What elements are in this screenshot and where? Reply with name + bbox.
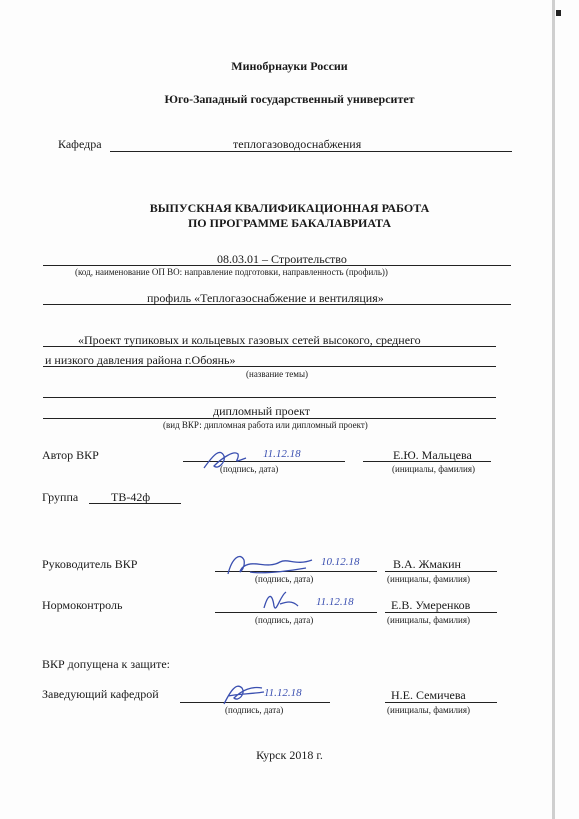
author-name: Е.Ю. Мальцева bbox=[393, 448, 472, 462]
group-value: ТВ-42ф bbox=[111, 490, 151, 504]
department-underline bbox=[110, 151, 512, 152]
normcontrol-sign-caption: (подпись, дата) bbox=[255, 615, 314, 625]
scan-corner-mark bbox=[556, 10, 561, 16]
program-profile: профиль «Теплогазоснабжение и вентиляция» bbox=[147, 291, 384, 305]
department-value: теплогазоводоснабжения bbox=[233, 137, 362, 151]
head-name-caption: (инициалы, фамилия) bbox=[387, 705, 470, 715]
work-type-underline bbox=[43, 418, 496, 419]
author-label: Автор ВКР bbox=[42, 448, 99, 462]
group-label: Группа bbox=[42, 490, 79, 504]
department-label: Кафедра bbox=[58, 137, 102, 151]
normcontrol-name-line bbox=[385, 612, 497, 613]
supervisor-name: В.А. Жмакин bbox=[393, 557, 461, 571]
author-name-caption: (инициалы, фамилия) bbox=[392, 464, 475, 474]
author-sign-date: 11.12.18 bbox=[263, 448, 301, 460]
head-sign-date: 11.12.18 bbox=[264, 687, 302, 699]
supervisor-name-caption: (инициалы, фамилия) bbox=[387, 574, 470, 584]
normcontrol-sign-date: 11.12.18 bbox=[316, 596, 354, 608]
supervisor-sign-caption: (подпись, дата) bbox=[255, 574, 314, 584]
topic-line2: и низкого давления района г.Обоянь» bbox=[45, 353, 236, 367]
program-code: 08.03.01 – Строительство bbox=[217, 252, 347, 266]
scan-edge-shadow bbox=[552, 0, 555, 819]
head-name-line bbox=[385, 702, 497, 703]
normcontrol-label: Нормоконтроль bbox=[42, 598, 123, 612]
work-type-value: дипломный проект bbox=[213, 404, 311, 418]
ministry-name: Минобрнауки России bbox=[231, 59, 348, 73]
work-type-caption: (вид ВКР: дипломная работа или дипломный проект) bbox=[163, 420, 368, 430]
supervisor-name-line bbox=[385, 571, 497, 572]
document-title-line1: ВЫПУСКНАЯ КВАЛИФИКАЦИОННАЯ РАБОТА bbox=[149, 201, 430, 215]
head-sign-caption: (подпись, дата) bbox=[225, 705, 284, 715]
program-caption: (код, наименование ОП ВО: направление подготовки, направленность (профиль)) bbox=[75, 267, 388, 277]
topic-line1: «Проект тупиковых и кольцевых газовых сетей высокого, среднего bbox=[78, 333, 421, 347]
normcontrol-name: Е.В. Умеренков bbox=[391, 598, 471, 612]
document-title-line2: ПО ПРОГРАММЕ БАКАЛАВРИАТА bbox=[187, 216, 392, 230]
head-label: Заведующий кафедрой bbox=[42, 687, 159, 701]
author-sign-caption: (подпись, дата) bbox=[220, 464, 279, 474]
university-name: Юго-Западный государственный университет bbox=[164, 92, 415, 106]
admission-label: ВКР допущена к защите: bbox=[42, 657, 170, 671]
supervisor-sign-date: 10.12.18 bbox=[321, 556, 360, 568]
topic-caption: (название темы) bbox=[246, 369, 309, 379]
blank-underline bbox=[43, 397, 496, 398]
head-name: Н.Е. Семичева bbox=[391, 688, 466, 702]
supervisor-label: Руководитель ВКР bbox=[42, 557, 138, 571]
normcontrol-name-caption: (инициалы, фамилия) bbox=[387, 615, 470, 625]
city-year: Курск 2018 г. bbox=[256, 748, 323, 762]
